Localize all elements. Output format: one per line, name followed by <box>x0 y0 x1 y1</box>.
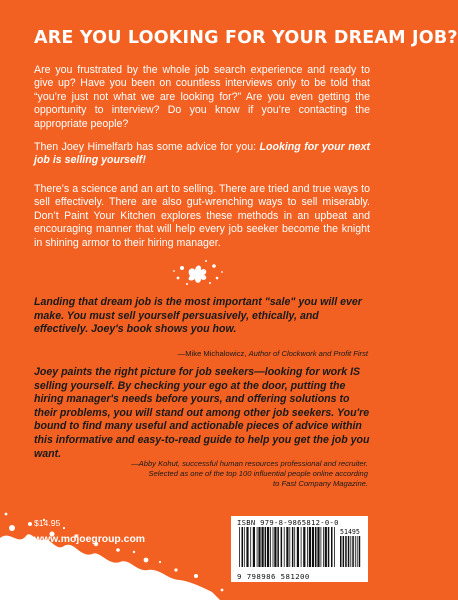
advice-emphasis-text: Looking for your next job is selling yourself! <box>34 141 370 167</box>
isbn-label: ISBN 979-8-9865812-0-0 <box>237 518 339 527</box>
attribution-author-1: —Mike Michalowicz, <box>177 349 249 358</box>
attribution-line-2: Selected as one of the top 100 influential people online according <box>148 469 368 478</box>
intro-paragraph: Are you frustrated by the whole job search experience and ready to give up? Have you been on countless interviews only to be told that “you’re just not what we are looking for?” Are you even getting the opportunity to interview? Do you know if you’re contacting the appropriate people? <box>34 64 370 130</box>
barcode-addon-number: 51495 <box>340 528 360 536</box>
attribution-line-3: to Fast Company Magazine. <box>273 479 368 488</box>
price-label: $14.95 <box>34 518 61 528</box>
testimonial-quote-2: Joey paints the right picture for job seekers—looking for work IS selling yourself. By checking your ego at the door, putting the hiring manager's needs before yours, and offering solutions to their problems, you will stand out among other job seekers. You're bound to find many useful and actionable pieces of advice within this informative and easy-to-read guide to help you get the job you want. <box>34 366 370 460</box>
attribution-line-1: —Abby Kohut, successful human resources professional and recruiter. <box>131 459 368 468</box>
barcode-digits: 9 798986 581200 <box>237 572 310 581</box>
headline: ARE YOU LOOKING FOR YOUR DREAM JOB? <box>34 28 458 48</box>
attribution-credit-1: Author of Clockwork and Profit First <box>248 349 368 358</box>
selling-paragraph: There’s a science and an art to selling. There are tried and true ways to sell effectively. There are also gut-wrenching ways to sell miserably. Don’t Paint Your Kitchen explores these methods in an upbeat and encouraging manner that will help every job seeker become the knight in shining armor to their hiring manager. <box>34 183 370 249</box>
advice-paragraph <box>34 141 370 168</box>
testimonial-attribution-2 <box>68 459 368 489</box>
website-link[interactable]: www.mojoegroup.com <box>34 534 146 545</box>
advice-lead-text: Then Joey Himelfarb has some advice for you: <box>34 141 260 153</box>
paint-splash-decoration <box>0 500 230 600</box>
testimonial-quote-1: Landing that dream job is the most important "sale" you will ever make. You must sell yourself persuasively, ethically, and effectively. Joey's book shows you how. <box>34 296 362 336</box>
testimonial-attribution-1 <box>178 349 368 359</box>
barcode-bars <box>237 527 363 573</box>
paint-splat-icon <box>170 258 226 288</box>
